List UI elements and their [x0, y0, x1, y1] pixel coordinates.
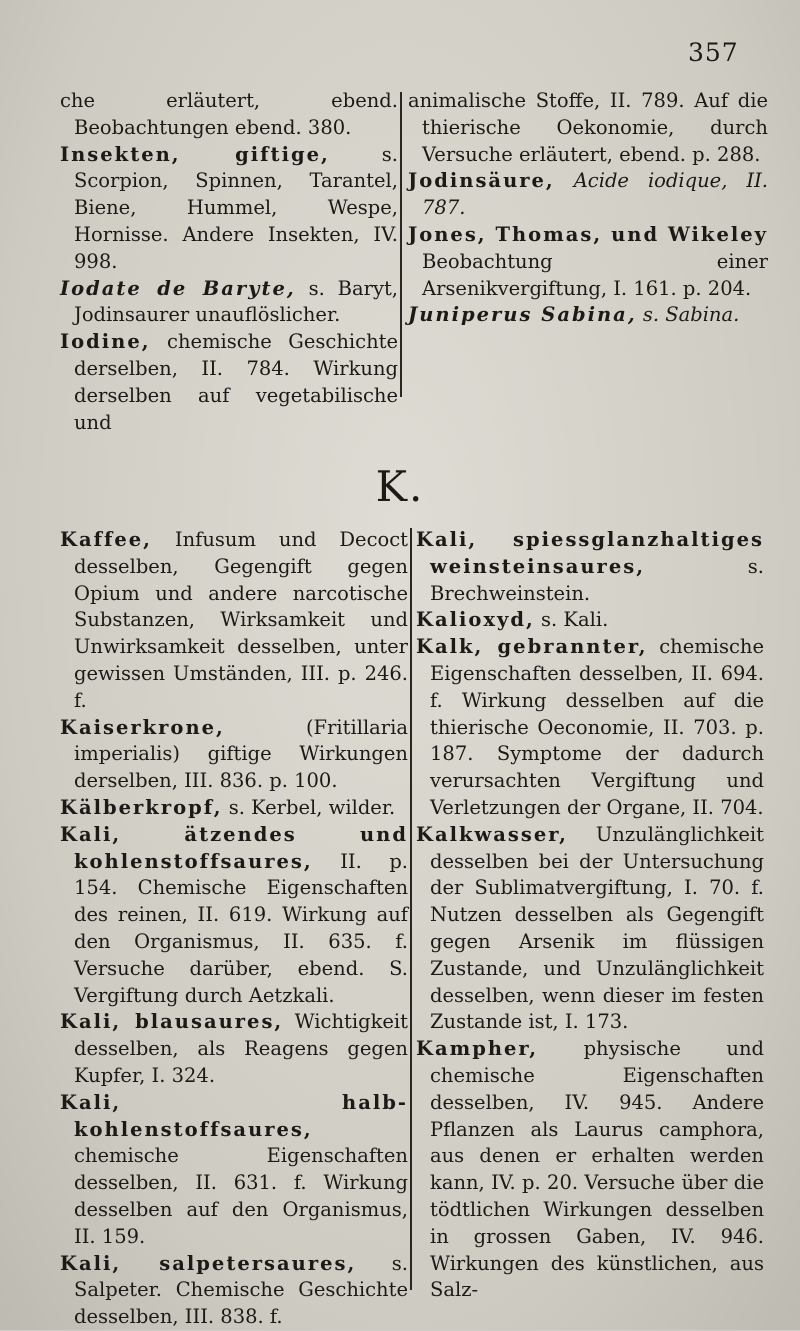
- entry-lead: Kali, blausaures,: [60, 1010, 284, 1034]
- entry-lead: Jodinsäure,: [408, 169, 555, 193]
- index-entry: [60, 1009, 408, 1089]
- index-entry: [60, 715, 408, 795]
- index-entry: [408, 222, 768, 302]
- index-entry: [60, 1251, 408, 1331]
- index-entry: [416, 1036, 764, 1304]
- entry-text: s. Sabina.: [642, 303, 740, 327]
- index-entry: [60, 822, 408, 1010]
- entry-lead: Jones, Thomas, und Wikeley: [408, 222, 768, 246]
- entry-text: s. Brechweinstein.: [430, 554, 764, 605]
- entry-lead: Juniperus Sabina,: [408, 303, 637, 327]
- entry-lead: Kälberkropf,: [60, 795, 223, 819]
- index-column-top-right: [408, 88, 768, 329]
- entry-lead: Kaiserkrone,: [60, 715, 225, 739]
- index-column-k-right: [416, 527, 764, 1304]
- entry-lead: Kali, salpetersaures,: [60, 1251, 357, 1275]
- entry-text: II. p. 154. Chemische Eigenschaften des reinen, II. 619. Wirkung auf den Organismus, II. 635. f. Versuche darüber, ebend. S. Vergiftung durch Aetzkali.: [74, 849, 409, 1007]
- entry-text: (Fritillaria imperialis) giftige Wirkungen derselben, III. 836. p. 100.: [74, 715, 408, 793]
- entry-text: animalische Stoffe, II. 789. Auf die thierische Oekonomie, durch Versuche erläutert, ebend. p. 288.: [408, 89, 768, 166]
- entry-text: Beobachtung einer Arsenikvergiftung, I. 161. p. 204.: [422, 249, 768, 300]
- entry-lead: Kaffee,: [60, 528, 152, 551]
- entry-lead: Kalk, gebrannter,: [416, 635, 648, 659]
- index-entry: [416, 822, 764, 1036]
- entry-text: physische und chemische Eigenschaften desselben, IV. 945. Andere Pflanzen als Laurus camphora, aus denen er erhalten werden kann, IV. p. 20. Versuche über die tödtlichen Wirkungen desselben in grossen Gaben, IV. 946. Wirkungen des künstlichen, aus Salz-: [430, 1037, 764, 1302]
- index-entry: [60, 88, 398, 142]
- index-column-k-left: [60, 527, 408, 1331]
- entry-text: Infusum und Decoct desselben, Gegengift gegen Opium und andere narcotische Substanzen, Wirksamkeit und Unwirksamkeit desselben, unter gewissen Umständen, III. p. 246. f.: [74, 528, 409, 712]
- index-entry: [408, 88, 768, 168]
- entry-text: chemische Eigenschaften desselben, II. 631. f. Wirkung desselben auf den Organismus, II. 159.: [74, 1144, 408, 1248]
- entry-text: Acide iodique, II. 787.: [422, 169, 768, 220]
- column-rule-top: [400, 92, 402, 397]
- index-entry: [60, 795, 408, 822]
- entry-lead: Insekten, giftige,: [60, 142, 330, 166]
- entry-text: Wichtigkeit desselben, als Reagens gegen Kupfer, I. 324.: [74, 1010, 408, 1087]
- entry-text: chemische Geschichte derselben, II. 784. Wirkung derselben auf vegetabilische und: [74, 330, 399, 434]
- entry-text: chemische Eigenschaften desselben, II. 694. f. Wirkung desselben auf die thierische Oeconomie, II. 703. p. 187. Symptome der dadurch verursachten Vergiftung und Verletzungen der Organe, II. 704.: [430, 635, 764, 819]
- entry-text: s. Kerbel, wilder.: [228, 795, 396, 819]
- entry-lead: Kampher,: [416, 1037, 539, 1061]
- page-number: 357: [688, 38, 739, 67]
- entry-text: s. Salpeter. Chemische Geschichte desselben, III. 838. f.: [74, 1251, 409, 1329]
- index-entry: [60, 1090, 408, 1251]
- entry-lead: Kalkwasser,: [416, 822, 568, 846]
- section-letter: K.: [375, 462, 425, 511]
- entry-lead: Kali, halb- kohlenstoffsaures,: [60, 1090, 408, 1141]
- index-entry: [416, 607, 764, 634]
- entry-text: che erläutert, ebend. Beobachtungen ebend. 380.: [60, 89, 398, 139]
- index-column-top-left: [60, 88, 398, 436]
- entry-lead: Kali, spiessglanzhaltiges weinsteinsaures,: [416, 528, 764, 578]
- index-entry: [408, 302, 768, 329]
- entry-text: s. Scorpion, Spinnen, Tarantel, Biene, Hummel, Wespe, Hornisse. Andere Insekten, IV. 998.: [74, 142, 398, 273]
- entry-text: s. Baryt, Jodinsaurer unauflöslicher.: [74, 276, 399, 327]
- entry-lead: Kali, ätzendes und kohlenstoffsaures,: [60, 822, 408, 873]
- entry-text: Unzulänglichkeit desselben bei der Untersuchung der Sublimatvergiftung, I. 70. f. Nutzen desselben als Gegengift gegen Arsenik im flüssigen Zustande, und Unzulänglichkeit desselben, wenn dieser im festen Zustande ist, I. 173.: [430, 822, 764, 1034]
- index-entry: [60, 142, 398, 276]
- index-entry: [60, 276, 398, 330]
- index-entry: [60, 329, 398, 436]
- index-entry: [60, 527, 408, 715]
- column-rule-k: [410, 528, 412, 1290]
- entry-lead: Iodate de Baryte,: [60, 276, 296, 300]
- index-entry: [416, 634, 764, 822]
- entry-lead: Kalioxyd,: [416, 608, 535, 632]
- index-entry: [416, 527, 764, 607]
- entry-lead: Iodine,: [60, 330, 151, 354]
- entry-text: s. Kali.: [541, 608, 609, 632]
- index-entry: [408, 168, 768, 222]
